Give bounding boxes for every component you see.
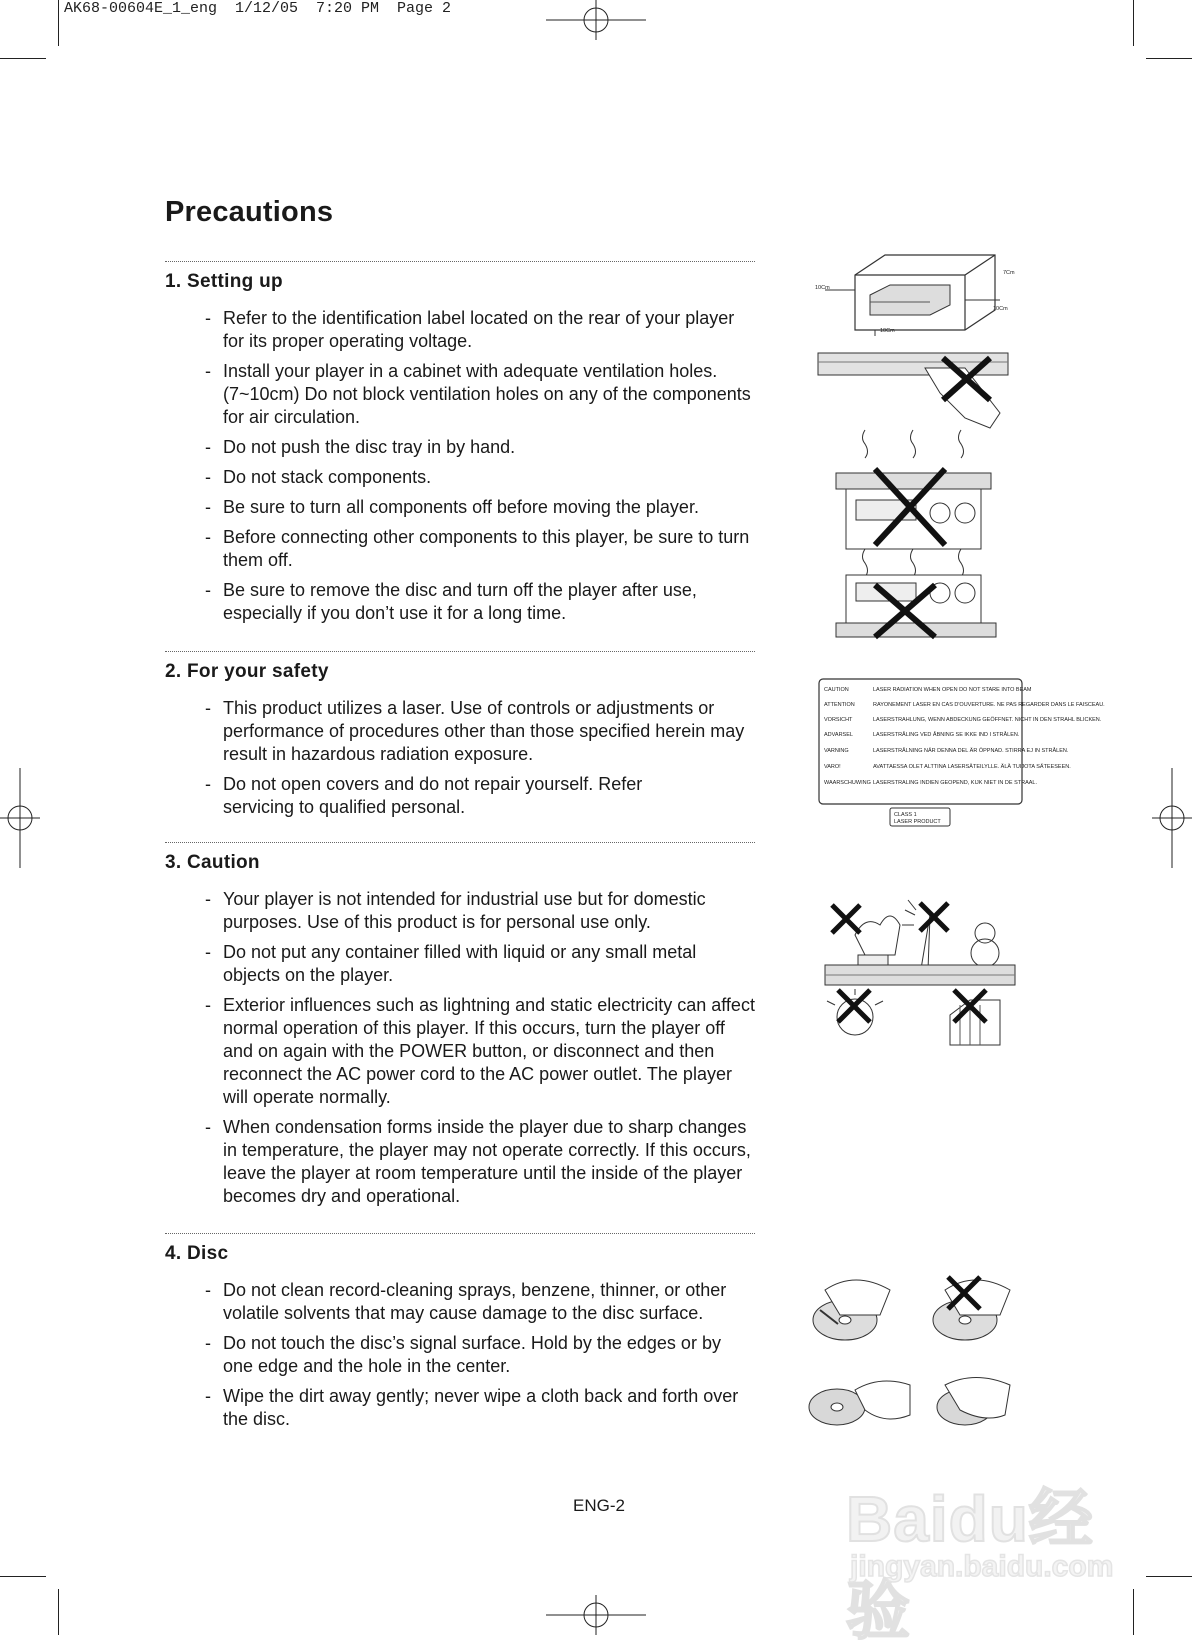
list-item-text: When condensation forms inside the player due to sharp changes in temperature, the player may not operate correctly. If this occurs, leave the player at room temperature until the inside of the player becomes dry and operational.	[223, 1117, 751, 1206]
crop-mark	[58, 0, 59, 46]
laser-label-key: VARNING	[824, 748, 849, 754]
watermark-main-text: Baidu经验	[846, 1483, 1094, 1647]
laser-class-badge: LASER PRODUCT	[894, 819, 941, 825]
section-disc	[165, 1233, 755, 1438]
ventilation-label: 10Cm	[880, 328, 895, 334]
crop-mark	[0, 1576, 46, 1577]
laser-label-key: CAUTION	[824, 687, 849, 693]
list-item: - Your player is not intended for industrial use but for domestic purposes. Use of this product is for personal use only.	[205, 889, 706, 932]
list-item-text: Be sure to turn all components off before moving the player.	[223, 497, 699, 517]
section-heading: 2. For your safety	[165, 661, 329, 682]
section-heading: 1. Setting up	[165, 271, 283, 292]
laser-label-value: AVATTAESSA OLET ALTTINA LASERSÄTEILYLLE. ÄLÄ TUIJOTA SÄTEESEEN.	[873, 764, 1071, 770]
crop-mark	[1146, 58, 1192, 59]
list-item-text: Your player is not intended for industrial use but for domestic purposes. Use of this product is for personal use only.	[223, 889, 706, 932]
list-item: - Be sure to turn all components off before moving the player.	[205, 497, 699, 517]
list-item-text: Before connecting other components to this player, be sure to turn them off.	[223, 527, 750, 570]
list-item: - Before connecting other components to this player, be sure to turn them off.	[205, 527, 750, 570]
list-item-text: Exterior influences such as lightning and static electricity can affect normal operation of this player. If this occurs, turn the player off and on again with the POWER button, or disconnect and then reconnect the AC power cord to the AC power outlet. The player will operate normally.	[223, 995, 755, 1107]
ventilation-label: 10Cm	[815, 285, 830, 291]
disc-handling-illustration	[805, 1265, 1040, 1445]
bullet-list	[165, 1279, 755, 1431]
list-item: - Wipe the dirt away gently; never wipe a cloth back and forth over the disc.	[205, 1386, 739, 1429]
list-item: - Do not touch the disc’s signal surface. Hold by the edges or by one edge and the hole in the center.	[205, 1333, 721, 1376]
crop-mark	[0, 58, 46, 59]
watermark-sub-text: jingyan.baidu.com	[850, 1550, 1114, 1583]
ventilation-label: 10Cm	[993, 306, 1008, 312]
section-heading: 4. Disc	[165, 1243, 229, 1264]
list-item: - Do not push the disc tray in by hand.	[205, 437, 516, 457]
laser-label-value: RAYONEMENT LASER EN CAS D'OUVERTURE. NE PAS REGARDER DANS LE FAISCEAU.	[873, 702, 1105, 708]
laser-label-value: LASERSTRAHLUNG, WENN ABDECKUNG GEÖFFNET. NICHT IN DEN STRAHL BLICKEN.	[873, 717, 1102, 723]
section-divider	[165, 261, 755, 262]
list-item-text: Be sure to remove the disc and turn off the player after use, especially if you don’t use it for a long time.	[223, 580, 697, 623]
no-push-tray-illustration	[815, 348, 1015, 433]
bullet-list	[165, 307, 755, 625]
caution-illustration	[820, 895, 1020, 1050]
section-for-your-safety	[165, 651, 755, 826]
registration-mark-bottom	[546, 1595, 646, 1635]
list-item-text: Do not push the disc tray in by hand.	[223, 437, 516, 457]
laser-class-badge: CLASS 1	[894, 812, 917, 818]
list-item: - Do not open covers and do not repair yourself. Refer servicing to qualified personal.	[205, 774, 643, 817]
list-item-text: This product utilizes a laser. Use of controls or adjustments or performance of procedures other than those specified herein may result in hazardous radiation exposure.	[223, 698, 745, 764]
list-item: - Be sure to remove the disc and turn off the player after use, especially if you don’t use it for a long time.	[205, 580, 697, 623]
list-item: - Do not clean record-cleaning sprays, benzene, thinner, or other volatile solvents that may cause damage to the disc surface.	[205, 1280, 727, 1323]
list-item-text: Install your player in a cabinet with adequate ventilation holes. (7~10cm) Do not block ventilation holes on any of the components for air circulation.	[223, 361, 751, 427]
crop-mark	[58, 1589, 59, 1635]
print-header: AK68-00604E_1_eng 1/12/05 7:20 PM Page 2	[64, 0, 452, 17]
laser-label-key: VARO!	[824, 764, 841, 770]
no-stack-illustration	[830, 425, 1005, 640]
bullet-list	[165, 697, 755, 819]
list-item: - This product utilizes a laser. Use of controls or adjustments or performance of procedures other than those specified herein may result in hazardous radiation exposure.	[205, 698, 745, 764]
section-heading: 3. Caution	[165, 852, 260, 873]
laser-label-key: VORSICHT	[824, 717, 853, 723]
list-item-text: Wipe the dirt away gently; never wipe a cloth back and forth over the disc.	[223, 1386, 739, 1429]
list-item-text: Do not open covers and do not repair yourself. Refer servicing to qualified personal.	[223, 774, 643, 817]
list-item: - Do not stack components.	[205, 467, 432, 487]
laser-label-value: LASERSTRÅLING VED ÅBNING SE IKKE IND I STRÅLEN.	[873, 732, 1020, 738]
laser-label-value: LASER RADIATION WHEN OPEN DO NOT STARE INTO BEAM	[873, 687, 1032, 693]
list-item: - Install your player in a cabinet with adequate ventilation holes. (7~10cm) Do not block ventilation holes on any of the components for air circulation.	[205, 361, 751, 427]
section-caution	[165, 842, 755, 1215]
bullet-list	[165, 888, 755, 1208]
crop-mark	[1146, 1576, 1192, 1577]
list-item-text: Do not touch the disc’s signal surface. Hold by the edges or by one edge and the hole in the center.	[223, 1333, 721, 1376]
page-title: Precautions	[165, 196, 334, 228]
section-divider	[165, 1233, 755, 1234]
laser-warning-label	[818, 678, 1105, 828]
section-divider	[165, 651, 755, 652]
registration-mark-left	[0, 768, 40, 868]
list-item: - Exterior influences such as lightning and static electricity can affect normal operation of this player. If this occurs, turn the player off and on again with the POWER button, or disconnect and then reconnect the AC power cord to the AC power outlet. The player will operate normally.	[205, 995, 755, 1107]
laser-label-value: LASERSTRALING INDIEN GEOPEND, KIJK NIET IN DE STRAAL.	[873, 780, 1038, 786]
list-item-text: Do not put any container filled with liquid or any small metal objects on the player.	[223, 942, 697, 985]
ventilation-label: 7Cm	[1003, 270, 1015, 276]
list-item: - Refer to the identification label located on the rear of your player for its proper operating voltage.	[205, 308, 735, 351]
laser-label-value: LASERSTRÅLNING NÄR DENNA DEL ÄR ÖPPNAD. STIRRA EJ IN STRÅLEN.	[873, 748, 1069, 754]
registration-mark-top	[546, 0, 646, 40]
registration-mark-right	[1152, 768, 1192, 868]
section-setting-up	[165, 261, 755, 632]
list-item-text: Refer to the identification label located on the rear of your player for its proper operating voltage.	[223, 308, 735, 351]
crop-mark	[1133, 0, 1134, 46]
page-number: ENG-2	[573, 1496, 625, 1515]
list-item-text: Do not stack components.	[223, 467, 432, 487]
list-item: - Do not put any container filled with liquid or any small metal objects on the player.	[205, 942, 697, 985]
section-divider	[165, 842, 755, 843]
list-item-text: Do not clean record-cleaning sprays, benzene, thinner, or other volatile solvents that may cause damage to the disc surface.	[223, 1280, 727, 1323]
list-item: - When condensation forms inside the player due to sharp changes in temperature, the player may not operate correctly. If this occurs, leave the player at room temperature until the inside of the player becomes dry and operational.	[205, 1117, 751, 1206]
laser-label-key: ATTENTION	[824, 702, 855, 708]
ventilation-illustration	[815, 250, 1025, 340]
baidu-watermark	[840, 1450, 1140, 1647]
laser-label-key: WAARSCHUWING	[824, 780, 871, 786]
laser-label-key: ADVARSEL	[824, 732, 853, 738]
